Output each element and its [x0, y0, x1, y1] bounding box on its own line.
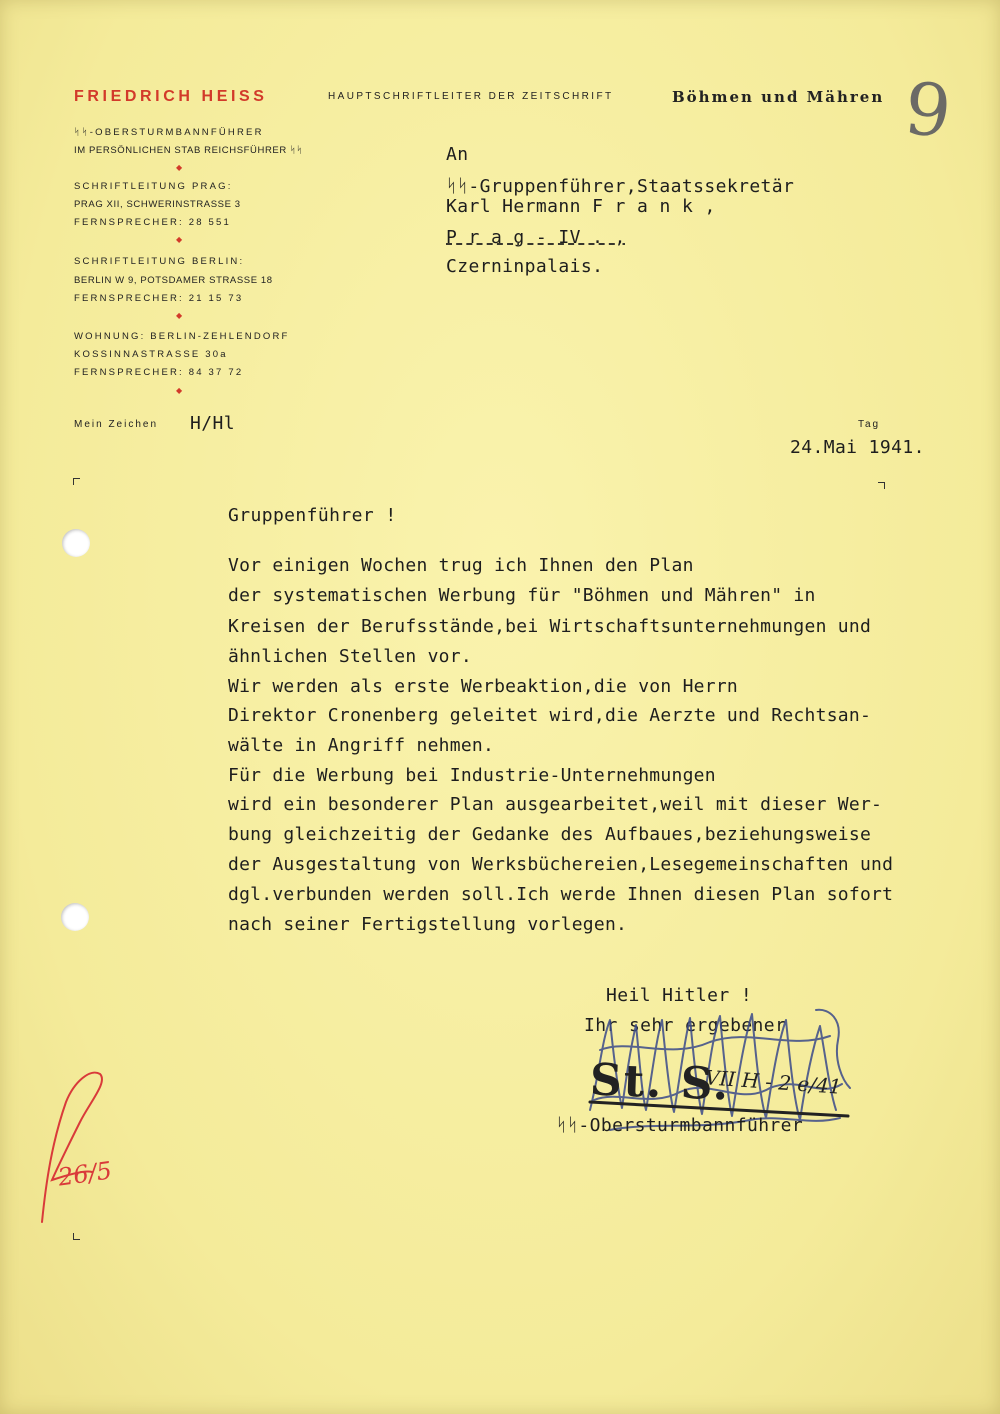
- letterhead-prag-phone: FERNSPRECHER: 28 551: [74, 217, 231, 228]
- corner-mark: [73, 1233, 80, 1240]
- letterhead-title: HAUPTSCHRIFTLEITER DER ZEITSCHRIFT: [328, 91, 614, 102]
- letterhead-berlin-phone: FERNSPRECHER: 21 15 73: [74, 293, 244, 304]
- tag-label: Tag: [858, 419, 881, 430]
- stamp-reference: VII H - 2 e/41: [704, 1065, 843, 1099]
- body-line: der systematischen Werbung für "Böhmen und Mähren" in: [228, 585, 816, 606]
- separator-diamond: ◆: [176, 235, 183, 244]
- letterhead-name: FRIEDRICH HEISS: [74, 88, 268, 105]
- stamp-underline: [588, 1098, 858, 1120]
- body-line: dgl.verbunden werden soll.Ich werde Ihnen diesen Plan sofort: [228, 884, 894, 905]
- separator-diamond: ◆: [176, 163, 183, 172]
- body-line: wird ein besonderer Plan ausgearbeitet,weil mit dieser Wer-: [228, 794, 883, 815]
- body-line: bung gleichzeitig der Gedanke des Aufbaues,beziehungsweise: [228, 824, 872, 845]
- page-number-pencil: 9: [900, 65, 956, 155]
- closing-greeting: Heil Hitler !: [606, 985, 753, 1006]
- body-line: wälte in Angriff nehmen.: [228, 735, 495, 756]
- punch-hole: [62, 529, 90, 557]
- body-line: Wir werden als erste Werbeaktion,die von Herrn: [228, 676, 738, 697]
- body-line: ähnlichen Stellen vor.: [228, 646, 472, 667]
- body-line: Für die Werbung bei Industrie-Unternehmungen: [228, 765, 716, 786]
- corner-mark: [878, 482, 885, 489]
- salutation: Gruppenführer !: [228, 505, 397, 526]
- corner-mark: [73, 478, 80, 485]
- letterhead-berlin-address: BERLIN W 9, POTSDAMER STRASSE 18: [74, 275, 273, 286]
- letterhead-home-phone: FERNSPRECHER: 84 37 72: [74, 367, 244, 378]
- body-line: Kreisen der Berufsstände,bei Wirtschaftsunternehmungen und: [228, 616, 872, 637]
- red-pencil-note: 26/5: [56, 1156, 114, 1192]
- closing-regards: Ihr sehr ergebener: [584, 1015, 787, 1036]
- body-line: Direktor Cronenberg geleitet wird,die Aerzte und Rechtsan-: [228, 705, 872, 726]
- letterhead-prag-label: SCHRIFTLEITUNG PRAG:: [74, 181, 233, 192]
- letter-date: 24.Mai 1941.: [790, 437, 925, 458]
- recipient-an: An: [446, 144, 469, 165]
- body-line: nach seiner Fertigstellung vorlegen.: [228, 914, 628, 935]
- letterhead-prag-address: PRAG XII, SCHWERINSTRASSE 3: [74, 199, 241, 210]
- separator-diamond: ◆: [176, 311, 183, 320]
- red-paraph-mark: [30, 1062, 110, 1232]
- letterhead-berlin-label: SCHRIFTLEITUNG BERLIN:: [74, 256, 245, 267]
- recipient-building: Czerninpalais.: [446, 256, 604, 277]
- letterhead-home-address: KOSSINNASTRASSE 30a: [74, 349, 228, 360]
- recipient-line2: Karl Hermann F r a n k ,: [446, 196, 716, 217]
- letterhead-rank: ᛋᛋ-OBERSTURMBANNFÜHRER: [74, 127, 264, 138]
- body-line: Vor einigen Wochen trug ich Ihnen den Plan: [228, 555, 694, 576]
- mein-zeichen-value: H/Hl: [190, 413, 235, 434]
- recipient-line1: ᛋᛋ-Gruppenführer,Staatssekretär: [446, 176, 795, 197]
- letterhead-staff: IM PERSÖNLICHEN STAB REICHSFÜHRER ᛋᛋ: [74, 145, 303, 156]
- stamp-st-s: St. S.: [589, 1054, 732, 1111]
- separator-diamond: ◆: [176, 386, 183, 395]
- punch-hole: [61, 903, 89, 931]
- mein-zeichen-label: Mein Zeichen: [74, 419, 159, 430]
- body-line: der Ausgestaltung von Werksbüchereien,Lesegemeinschaften und: [228, 854, 894, 875]
- closing-rank: ᛋᛋ-Obersturmbannführer: [556, 1115, 804, 1136]
- letterhead-home-label: WOHNUNG: BERLIN-ZEHLENDORF: [74, 331, 290, 342]
- letterhead-magazine: Böhmen und Mähren: [672, 88, 885, 106]
- recipient-city: P r a g - IV . ,: [446, 227, 626, 248]
